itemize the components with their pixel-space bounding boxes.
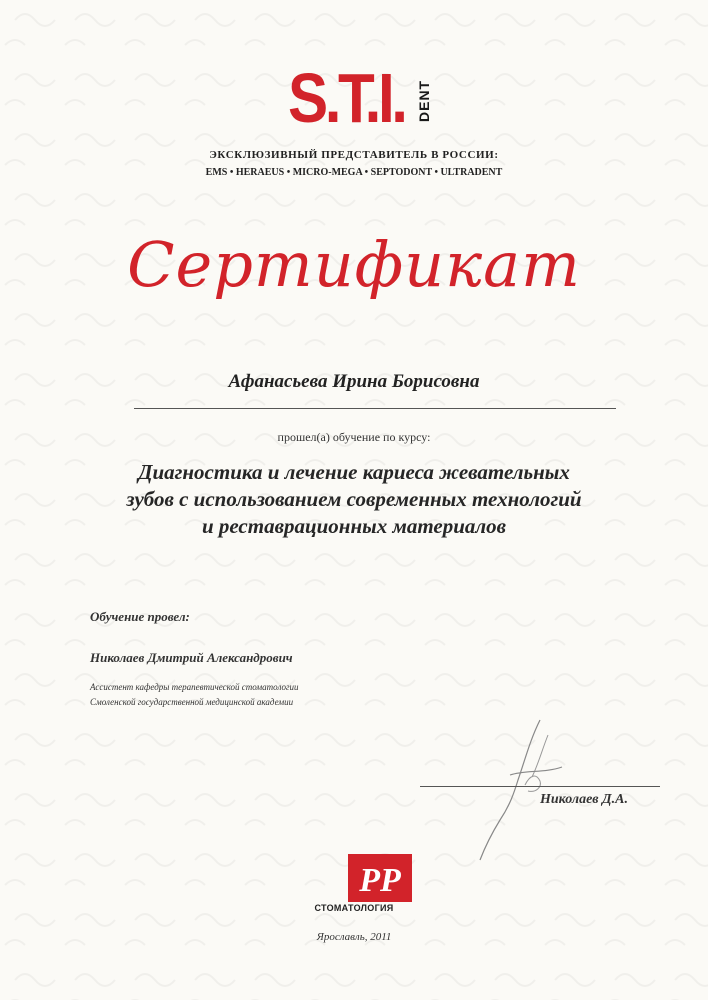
course-intro: прошел(а) обучение по курсу:	[277, 430, 431, 444]
conductor-label: Обучение провел:	[90, 609, 190, 624]
handwritten-signature	[470, 715, 590, 865]
course-line: Диагностика и лечение кариеса жевательных	[138, 460, 570, 484]
city-year: Ярославль, 2011	[316, 931, 392, 943]
certificate-title: Сертификат	[127, 228, 581, 301]
course-title	[60, 459, 648, 540]
conductor-name: Николаев Дмитрий Александрович	[90, 650, 293, 665]
logo-mark: РР	[359, 862, 401, 899]
recipient-name: Афанасьева Ирина Борисовна	[228, 371, 480, 392]
logo-text: S.T.I.	[288, 59, 405, 137]
course-line: и реставрационных материалов	[201, 514, 507, 538]
brands-list: EMS • HERAEUS • MICRO-MEGA • SEPTODONT • ULTRADENT	[205, 167, 503, 178]
logo-caption: СТОМАТОЛОГИЯ	[314, 903, 394, 913]
conductor-position-line: Смоленской государственной медицинской академии	[90, 697, 294, 707]
logo-sub-text: DENT	[416, 79, 432, 122]
recipient-underline	[134, 408, 616, 409]
sti-dent-logo	[288, 58, 438, 138]
course-line: зубов с использованием современных технологий	[126, 487, 582, 511]
signature-line	[420, 786, 660, 787]
signer-name: Николаев Д.А.	[540, 792, 628, 807]
representative-text: ЭКСКЛЮЗИВНЫЙ ПРЕДСТАВИТЕЛЬ В РОССИИ:	[209, 149, 499, 161]
pp-stomatology-logo	[340, 854, 420, 906]
conductor-position-line: Ассистент кафедры терапевтической стоматологии	[90, 682, 299, 692]
